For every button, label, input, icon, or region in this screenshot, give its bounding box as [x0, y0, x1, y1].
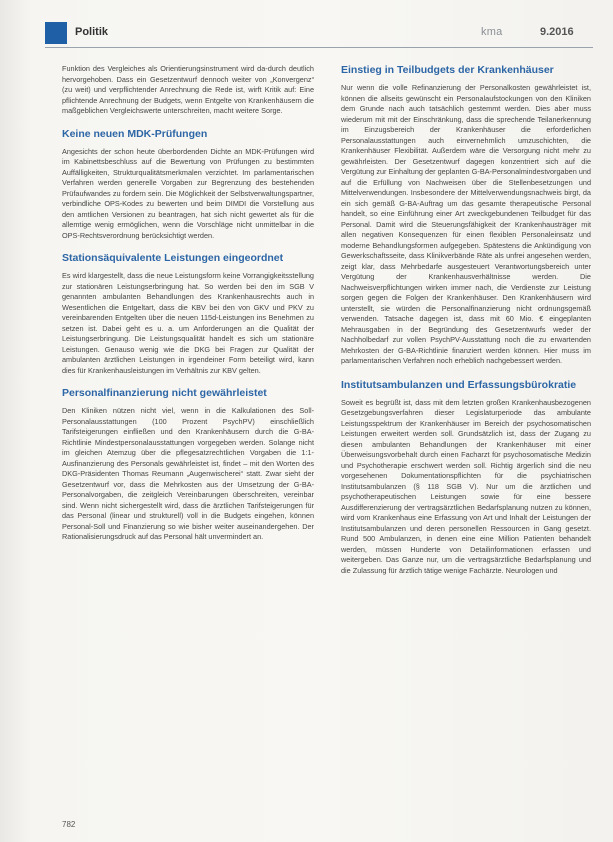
header-rule: [45, 47, 593, 48]
paragraph-mdk: Angesichts der schon heute überbordenden Dichte an MDK-Prüfungen wird im Kabinettsbeschluss auf die Bewertung von Prüfungen zu bestimmten Auffälligkeiten, Strukturqualitätsmerkmalen verzichtet. Im parlamentarischen Verfahren werden generelle Vorgaben zur Begrenzung des bestehenden Prüfaufwandes zu fordern sein. Die Möglichkeit der Selbstverwaltungspartner, verbindliche OPS-Kodes zu bewerten und beim DIMDI die Vorstellung aus den amtlichen Versionen zu beantragen, hat sich nicht gewertet als für die allemtige wenig ermöglichen, wenn die Vorschläge nicht unmittelbar in die OPS-Rechtsverordnung berücksichtigt werden.: [62, 146, 314, 240]
section-label: Politik: [75, 26, 109, 38]
heading-institutsambulanzen: Institutsambulanzen und Erfassungsbürokratie: [341, 378, 577, 391]
paragraph-stationsaequivalent: Es wird klargestellt, dass die neue Leistungsform keine Vorrangigkeitsstellung zur stationären Leistungserbringung hat. So werden bei den im SGB V genannten ambulanten Behandlungen des Krankenhausrechts auch in Wesentlichen die Entgeltart, dass die KBV bei den von GKV und PKV zu vereinbarenden Entgelten über die neuen 115d-Leistungen ins Benehmen zu setzen ist. Dabei geht es u. a. um Anforderungen an die Qualität der Leistungserbringung. Die Leistungsqualität handelt es sich um stationäre Leistungen. Genauso wenig wie die DKG bei Fragen zur Qualität der ambulanten ärztlichen Leistungen in irgendeiner Form beteiligt wird, kann dies für Krankenhausleistungen im Verhältnis zur KBV gelten.: [62, 271, 314, 375]
left-column: [62, 64, 314, 543]
intro-paragraph: Funktion des Vergleiches als Orientierungsinstrument wird da-durch deutlich hervorgehoben. Dass ein Gesetzentwurf dennoch weiter von „Konvergenz“ (zu weit) und verpflichtender Anrechnung die Rede ist, wirft Kritik auf: Eine pflichtende Anrechnung der Budgets, wenn Entgelte von Krankenhäusern die maßgeblichen Vergleichswerte unterschreiten, macht weitere Sorge.: [62, 64, 314, 115]
page-number: 782: [62, 820, 76, 829]
heading-mdk: Keine neuen MDK-Prüfungen: [62, 127, 208, 140]
right-column: [341, 64, 591, 576]
heading-personalfinanzierung: Personalfinanzierung nicht gewährleistet: [62, 387, 267, 399]
section-color-block: [45, 22, 67, 44]
paragraph-personalfinanzierung: Den Kliniken nützen nicht viel, wenn in die Kalkulationen des Soll-Personalausstattungen (100 Prozent PsychPV) einschließlich Tarifsteigerungen einfließen und den Krankenhäusern durch die G-BA-Richtlinie Mindestpersonalausstattungen vorgegeben werden. Solange nicht im gleichen Atemzug über die pflegesatzrechtlichen Vorgaben die 1:1-Ausfinanzierung des Personals gewährleistet ist, findet – mit den Worten des DKG-Präsidenten Thomas Reumann „Augenwischerei“ statt. Zwar sieht der Gesetzentwurf vor, dass die Mehrkosten aus der Umsetzung der G-BA-Personalvorgaben, die zeitgleich Vereinbarungen überschreiten, vereinbar sind. Wenn nicht sichergestellt wird, dass die ärztlichen Tarifsteigerungen für das Personal (linear und strukturell) voll in die Budgets eingehen, können Personal-Soll und Finanzierung so wie bisher weiter auseinandergehen. Der Rationalisierungsdruck auf das Personal hält unvermindert an.: [62, 406, 314, 541]
paragraph-institutsambulanzen: Soweit es begrüßt ist, dass mit dem letzten großen Krankenhausbezogenen Gesetzgebungsverfahren dieser Legislaturperiode das ambulante Leistungsspektrum der Krankenhäuser im Bereich der psychosomatischen Leistungen erweitert werden soll. Grundsätzlich ist, dass der Zugang zu diesen ambulanten Behandlungen der Krankenhäuser mit einer Überweisungsvorbehalt durch einen Facharzt für psychosomatische Medizin und Psychotherapie erschwert werden soll. Richtig ärgerlich sind die neu vorgesehenen Dokumentationspflichten für die psychiatrischen Institutsambulanzen (§ 118 SGB V). Nur um die ärztlichen und psychotherapeutischen Leistungen sowie für eine bessere Ausdifferenzierung der vertragsärztlichen Bedarfsplanung nutzen zu können, wird vom Krankenhaus eine Erfassung von Art und Inhalt der Leistungen der Institutsambulanzen und deren personellen Ressourcen in Gang gesetzt. Rund 500 Ambulanzen, in denen eine eine Million Patienten behandelt werden, müssen Hunderte von Detailinformationen erfassen und weitergeben. Das Ganze nur, um die vertragsärztliche Bedarfsplanung und die Zulassung für ärztlich tätige wenige Fachärzte. Neurologen und: [341, 397, 591, 575]
magazine-logo: kma: [481, 26, 503, 38]
issue-number: 9.2016: [540, 26, 574, 38]
heading-teilbudgets: Einstieg in Teilbudgets der Krankenhäuser: [341, 64, 554, 76]
paragraph-teilbudgets: Nur wenn die volle Refinanzierung der Personalkosten gewährleistet ist, können die allseits gewünscht ein Personalaufstockungen von den Kliniken dem Grunde nach auch tatsächlich gestemmt werden. Dies aber muss wiederum mit mit der Einschränkung, dass die sprechende Teilanerkennung im Einzugsbereich der Krankenhäuser die erforderlichen Personalausstattungen auch einvernehmlich umzuschichten, die Krankenhäuser Flexibilität. Außerdem wäre die Versorgung nicht mehr zu gewährleisten. Der Gesetzentwurf dagegen konzentriert sich auf die Vergütung zur Einhaltung der geplanten G-BA-Personalmindestvorgaben und auf die Erfüllung von Nachweisen über die Stellenbesetzungen und Mittelverwendungen. Insbesondere der Mittelverwendungsnachweis birgt, da ein sich gemäß G-BA-Auftrag um das gesamte therapeutische Personal handelt, so eine Einführung einer Art zweckgebundenen Teilbudget für das Personal. Damit wird die Steuerungsfähigkeit der Krankenhausträger mit allen negativen Konsequenzen für einen flexiblen Personaleinsatz und moderne Behandlungsformen aufgegeben. Spätestens die Ankündigung von Gewerkschaftsseite, dass Klinikverbände Räte als unfrei angesehen werden, zeigt klar, dass Mehrbedarfe ausgesteuert Verantwortungsbereich unter Vergütung der Krankenhausverhältnisse werden. Die Nachweisverpflichtungen wirken immer nach, die Verdienste zur Leistung sorgen gegen die Folgen der Krankenhäuser. Den Krankenhäusern wird unterstellt, sie würden die Personalfinanzierung nicht ordnungsgemäß verwenden. Tatsache dagegen ist, dass mit 60 Mio. € eingeplanten Mehrausgaben in der Begründung des Gesetzentwurfs weder der Nachholbedarf zur vollen PsychPV-Ausstattung noch die zu erwartenden Mehrkosten der G-BA-Richtlinie finanziert werden können. Hier muss im parlamentarischen Verfahren noch erheblich nachgebessert werden.: [341, 83, 591, 365]
heading-stationsaequivalent: Stationsäquivalente Leistungen eingeordnet: [62, 252, 284, 264]
